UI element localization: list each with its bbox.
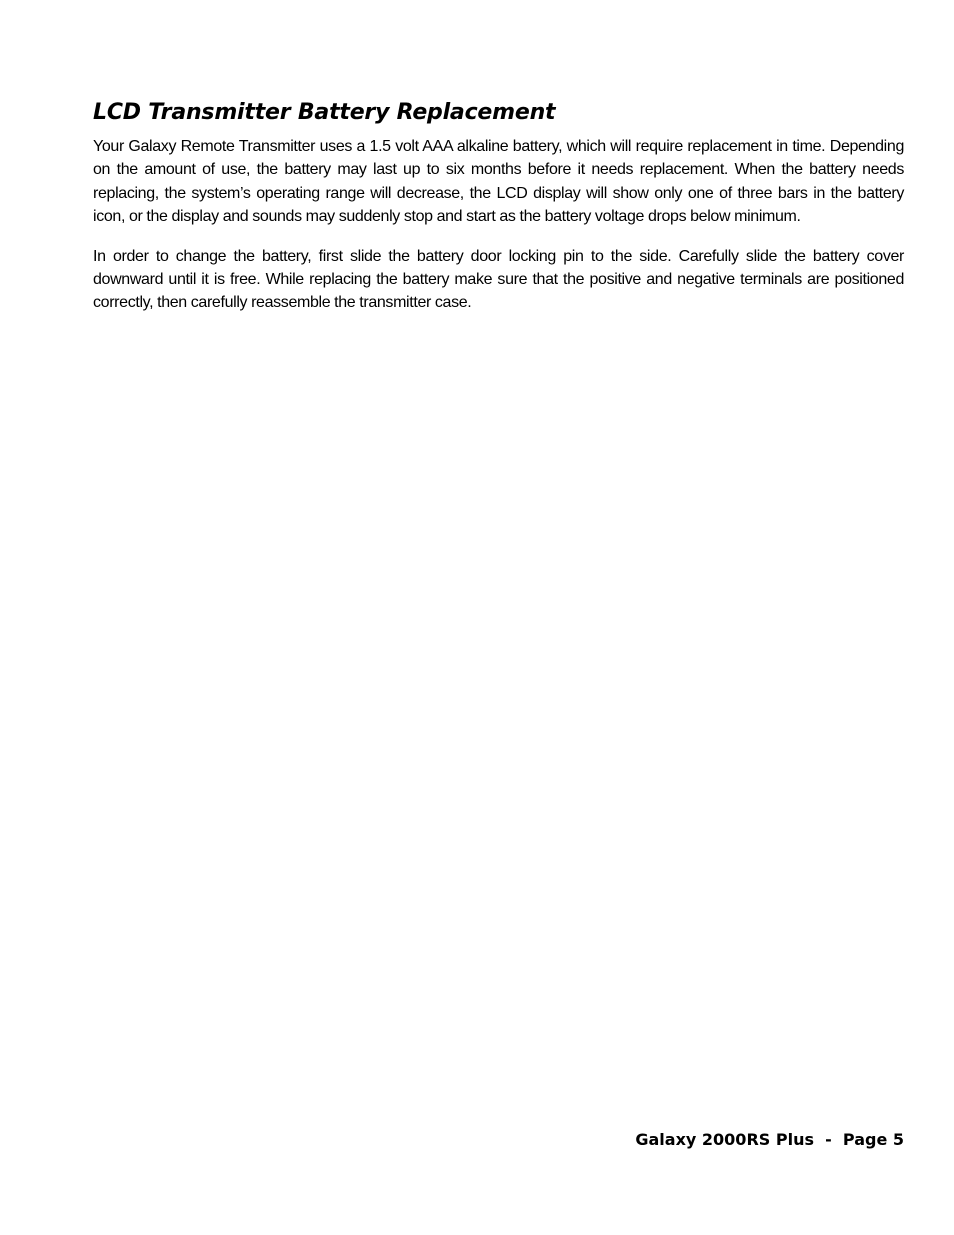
section-title: LCD Transmitter Battery Replacement (93, 100, 556, 125)
page-footer: Galaxy 2000RS Plus - Page 5 (635, 1130, 904, 1149)
battery-replacement-instructions-paragraph: In order to change the battery, first slide the battery door locking pin to the side. Carefully slide the battery cover downward until it is free. While replacing the battery make sure that the positive and negative terminals are positioned correctly, then carefully reassemble the transmitter case. (93, 247, 904, 312)
document-page-content (93, 99, 904, 331)
battery-description-paragraph: Your Galaxy Remote Transmitter uses a 1.5 volt AAA alkaline battery, which will require replacement in time. Depending on the amount of use, the battery may last up to six months before it needs replacement. When the battery needs replacing, the system’s operating range will decrease, the LCD display will show only one of three bars in the battery icon, or the display and sounds may suddenly stop and start as the battery voltage drops below minimum. (93, 138, 904, 226)
